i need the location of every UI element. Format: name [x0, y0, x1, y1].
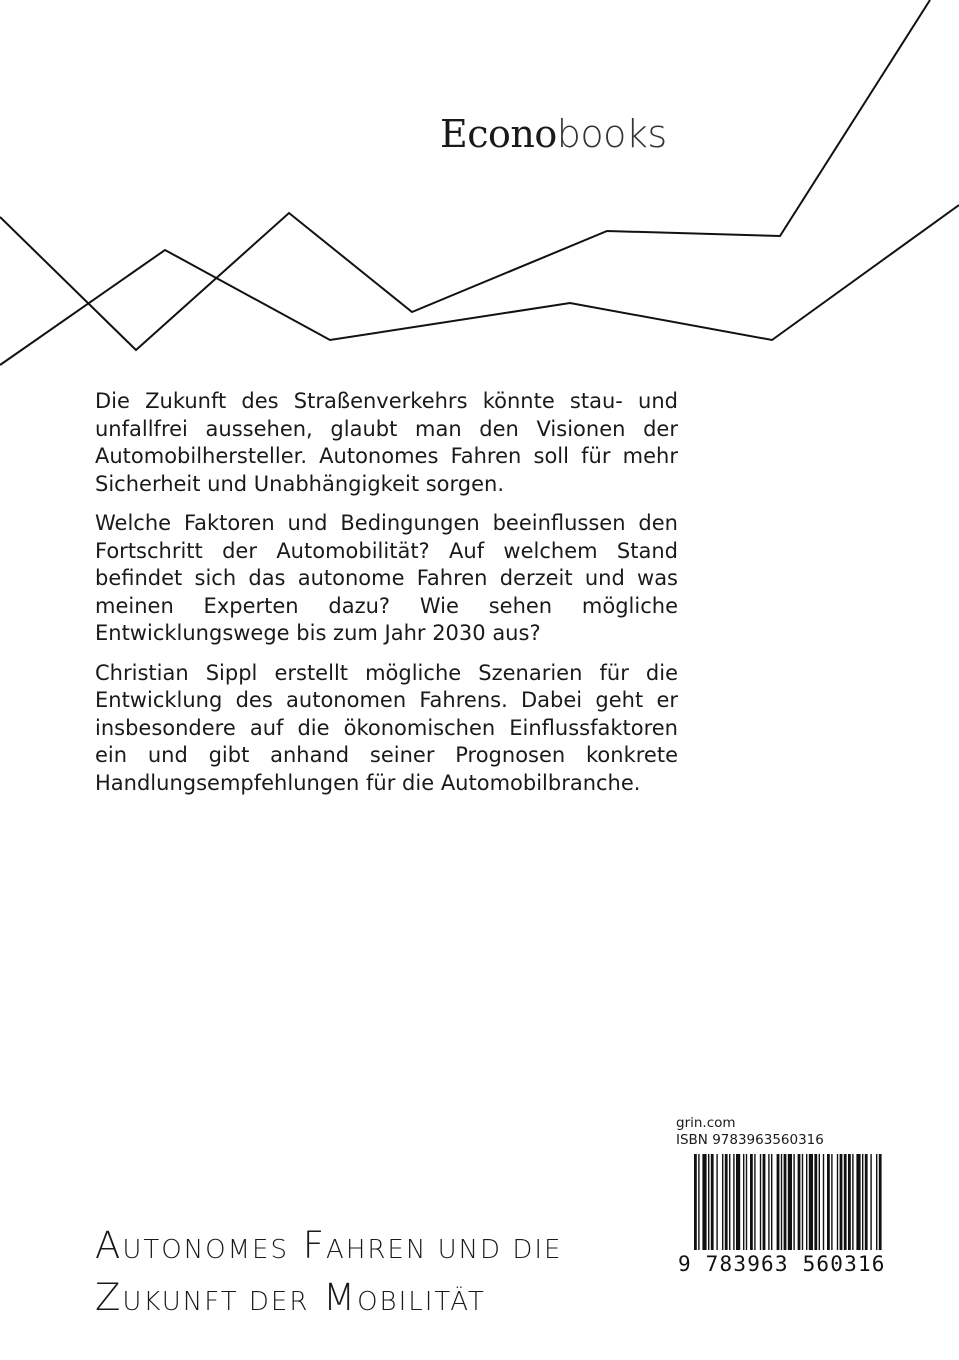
- title-line-2: [95, 1274, 562, 1326]
- barcode-bar: [814, 1154, 817, 1262]
- barcode-bar: [802, 1154, 803, 1262]
- barcode-bar: [708, 1154, 709, 1262]
- barcode-bar: [819, 1154, 820, 1262]
- title-cap-a: A: [95, 1224, 123, 1267]
- barcode-bars: [694, 1154, 882, 1262]
- title-word-obilitaet: OBILITÄT: [357, 1287, 486, 1317]
- decorative-line-a: [0, 0, 930, 350]
- barcode-bar: [852, 1154, 853, 1262]
- barcode-bar: [771, 1154, 772, 1262]
- logo-bold-text: Econo: [440, 112, 557, 156]
- barcode-bar: [702, 1154, 706, 1262]
- blurb-paragraph-3: Christian Sippl erstellt mögliche Szenarien für die Entwicklung des autonomen Fahrens. Dabei geht er insbesondere auf die ökonomischen Einflussfaktoren ein und gibt anhand seiner Prognosen konkrete Handlungsempfehlungen für die Automobilbranche.: [95, 660, 678, 795]
- barcode-bar: [844, 1154, 847, 1262]
- barcode-bar: [865, 1154, 868, 1262]
- barcode-bar: [823, 1154, 824, 1262]
- back-cover-blurb: [95, 388, 678, 809]
- barcode-bar: [862, 1154, 863, 1262]
- barcode-bar: [848, 1154, 851, 1262]
- barcode-bar: [870, 1154, 871, 1262]
- barcode-bar: [840, 1154, 843, 1262]
- barcode-bar: [831, 1154, 832, 1262]
- isbn-barcode: [676, 1154, 892, 1274]
- barcode-bar: [746, 1154, 747, 1262]
- barcode-bar: [736, 1154, 740, 1262]
- barcode-bar: [856, 1154, 860, 1262]
- blurb-paragraph-1: Die Zukunft des Straßenverkehrs könnte stau- und unfallfrei aussehen, glaubt man den Visionen der Automobilhersteller. Autonomes Fahren soll für mehr Sicherheit und Unabhängigkeit sorgen.: [95, 389, 678, 496]
- blurb-paragraph-2: Welche Faktoren und Bedingungen beeinflussen den Fortschritt der Automobilität? Auf welchem Stand befindet sich das autonome Fahren derzeit und was meinen Experten dazu? Wie sehen mögliche Entwicklungswege bis zum Jahr 2030 aus?: [95, 511, 678, 645]
- title-cap-f: F: [302, 1224, 327, 1267]
- decorative-line-graphic: [0, 0, 959, 380]
- title-cap-m: M: [323, 1276, 358, 1319]
- book-title: [95, 1222, 562, 1326]
- barcode-bar: [743, 1154, 744, 1262]
- barcode-bar: [722, 1154, 723, 1262]
- barcode-bar: [781, 1154, 782, 1262]
- barcode-bar: [827, 1154, 830, 1262]
- barcode-bar: [711, 1154, 714, 1262]
- barcode-bar: [793, 1154, 794, 1262]
- barcode-bar: [777, 1154, 780, 1262]
- title-words-ukunft-der: UKUNFT DER: [122, 1287, 310, 1317]
- barcode-bar: [729, 1154, 730, 1262]
- barcode-bar: [809, 1154, 813, 1262]
- title-line-1: [95, 1222, 562, 1274]
- barcode-bar: [837, 1154, 838, 1262]
- barcode-bar: [784, 1154, 787, 1262]
- barcode-bar: [750, 1154, 753, 1262]
- barcode-bar: [716, 1154, 717, 1262]
- barcode-bar: [754, 1154, 755, 1262]
- publisher-logo: [440, 112, 667, 156]
- barcode-bar: [694, 1154, 697, 1262]
- barcode-bar: [698, 1154, 699, 1262]
- publisher-website: grin.com: [676, 1115, 736, 1131]
- barcode-bar: [876, 1154, 877, 1262]
- barcode-bar: [760, 1154, 761, 1262]
- barcode-bar: [788, 1154, 792, 1262]
- barcode-bar: [763, 1154, 766, 1262]
- title-cap-z: Z: [95, 1276, 123, 1319]
- barcode-digits: 9 783963 560316: [678, 1252, 886, 1274]
- title-word-utonomes: UTONOMES: [122, 1235, 289, 1265]
- barcode-bar: [798, 1154, 801, 1262]
- isbn-label: ISBN 9783963560316: [676, 1132, 824, 1148]
- imprint-block: [676, 1115, 824, 1149]
- barcode-bar: [725, 1154, 728, 1262]
- barcode-bar: [768, 1154, 769, 1262]
- logo-light-text: books: [556, 112, 667, 156]
- barcode-bar: [879, 1154, 882, 1262]
- title-words-ahren-und-die: AHREN UND DIE: [326, 1235, 563, 1265]
- barcode-bar: [806, 1154, 807, 1262]
- barcode-bar: [733, 1154, 734, 1262]
